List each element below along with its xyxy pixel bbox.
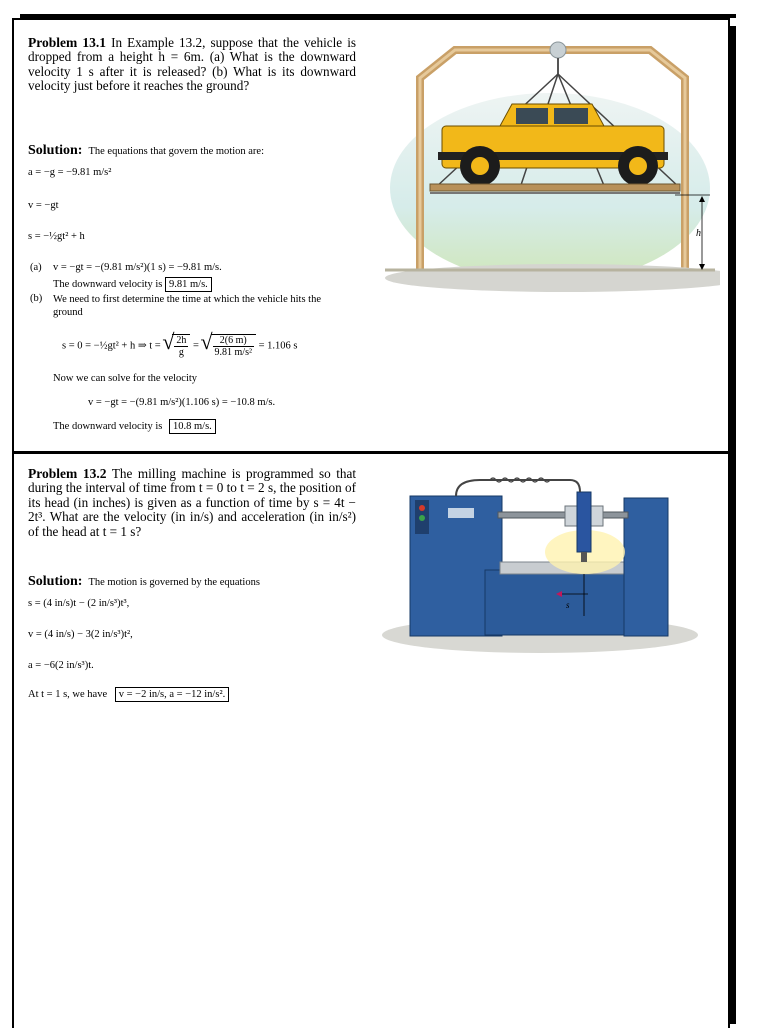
vehicle-hub-rear [629,157,647,175]
power-cable [456,480,580,496]
part-a-answer-text: The downward velocity is [53,279,163,290]
display-panel [448,508,474,518]
frac2-numerator: √ 2(6 m) [213,335,254,347]
problem-13-2-label: Problem 13.2 [28,466,107,481]
result-text: At t = 1 s, we have [28,689,108,700]
part-a-line1: v = −gt = −(9.81 m/s²)(1 s) = −9.81 m/s. [53,262,222,273]
milling-head-spindle [577,492,591,552]
equation-position-2: s = (4 in/s)t − (2 in/s³)t³, [28,598,130,609]
part-b-tag: (b) [30,293,43,304]
position-label: s [566,600,570,610]
part-a-line2 [53,277,212,292]
wood-platform [430,184,680,191]
solution-intro: The equations that govern the motion are: [88,146,265,157]
equation-velocity: v = −gt [28,200,59,211]
cross-rail [498,512,628,518]
problem-13-2-result [28,687,229,702]
vehicle-cabin [500,104,604,126]
height-label: h [696,228,701,239]
frac1-numerator: √ 2h [176,335,187,346]
problem-13-1-solution-heading [28,143,264,159]
part-b-answer-text: The downward velocity is [53,421,163,432]
part-b-line2: Now we can solve for the velocity [53,373,198,384]
frac1-denominator: g [178,347,184,358]
solution-label-2: Solution: [28,574,83,589]
solution-intro-2: The motion is governed by the equations [88,577,260,588]
time-equation-equals: = [192,340,199,352]
problem-divider [12,451,736,454]
machine-right-tower [624,498,668,636]
time-equation-result: = 1.106 s [258,340,298,352]
milling-machine-figure [380,470,700,660]
solution-label: Solution: [28,143,83,158]
part-b-line1: We need to first determine the time at which the vehicle hits the ground [53,294,321,318]
equation-velocity-2: v = (4 in/s) − 3(2 in/s³)t², [28,629,133,640]
vehicle-hub-front [471,157,489,175]
ground-shadow [385,264,720,292]
equation-acceleration-2: a = −6(2 in/s³)t. [28,660,94,671]
part-a-answer-box: 9.81 m/s. [165,277,212,292]
machine-base [485,570,638,635]
part-b-line3 [53,419,216,434]
page-shadow-right [730,26,736,1024]
problem-13-2-solution-heading [28,574,260,590]
equation-acceleration: a = −g = −9.81 m/s² [28,167,112,178]
red-indicator-icon [419,505,425,511]
cutter-tool [581,552,587,562]
vehicle-window-rear [554,108,588,124]
sqrt-symbol-1 [172,334,190,358]
result-answer-box: v = −2 in/s, a = −12 in/s². [115,687,229,702]
part-b-time-equation [62,334,298,358]
problem-13-1-label: Problem 13.1 [28,35,107,50]
vehicle-window-front [516,108,548,124]
vehicle-drop-figure [380,38,720,300]
problem-13-1-statement [28,36,356,94]
problem-13-1-text: In Example 13.2, suppose that the vehicle is dropped from a height h = 6m. (a) What is the downward velocity 1 s after it is released? (b) What is its downward velocity just before it reaches the ground? [28,35,356,94]
green-indicator-icon [419,515,425,521]
problem-13-2-text: The milling machine is programmed so that during the interval of time from t = 0 to t = 2 s, the position of its head (in inches) is given as a function of time by s = 4t − 2t³. What are the velocity (in in/s) and acceleration (in in/s²) of the head at t = 1 s? [28,466,357,539]
part-b-answer-box: 10.8 m/s. [169,419,216,434]
equation-position: s = −½gt² + h [28,231,85,242]
frac2-denominator: 9.81 m/s² [214,347,252,358]
hoist-pulley [550,42,566,58]
sqrt-symbol-2 [211,334,256,358]
time-equation-lhs: s = 0 = −½gt² + h ⇒ t = [62,340,161,352]
part-b-velocity-equation: v = −gt = −(9.81 m/s²)(1.106 s) = −10.8 m/s. [88,397,276,408]
problem-13-2-statement [28,467,356,539]
part-a-tag: (a) [30,262,42,273]
